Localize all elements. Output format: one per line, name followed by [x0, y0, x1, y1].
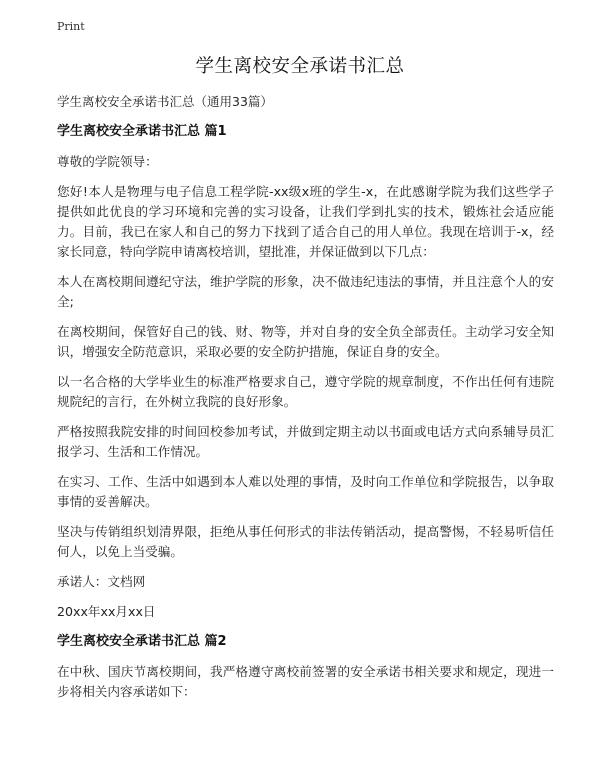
date-line: 20xx年xx月xx日	[57, 604, 156, 619]
paragraph: 严格按照我院安排的时间回校参加考试，并做到定期主动以书面或电话方式向系辅导员汇报学习、生活和工作情况。	[57, 424, 554, 459]
document-body	[57, 92, 554, 712]
paragraph: 在实习、工作、生活中如遇到本人难以处理的事情，及时向工作单位和学院报告，以争取事情的妥善解决。	[57, 474, 554, 509]
paragraph: 尊敬的学院领导：	[57, 154, 158, 169]
paragraph: 以一名合格的大学毕业生的标准严格要求自己，遵守学院的规章制度，不作出任何有违院规院纪的言行，在外树立我院的良好形象。	[57, 374, 554, 409]
paragraph: 本人在离校期间遵纪守法，维护学院的形象，决不做违纪违法的事情，并且注意个人的安全;	[57, 274, 554, 309]
signatory-line: 承诺人：文档网	[57, 574, 146, 589]
section-heading-1: 学生离校安全承诺书汇总 篇1	[57, 124, 227, 139]
paragraph: 坚决与传销组织划清界限，拒绝从事任何形式的非法传销活动，提高警惕，不轻易听信任何人，以免上当受骗。	[57, 524, 554, 559]
paragraph: 在离校期间，保管好自己的钱、财、物等，并对自身的安全负全部责任。主动学习安全知识，增强安全防范意识，采取必要的安全防护措施，保证自身的安全。	[57, 324, 554, 359]
section-heading-2: 学生离校安全承诺书汇总 篇2	[57, 634, 227, 649]
print-label[interactable]: Print	[57, 20, 85, 33]
document-subtitle: 学生离校安全承诺书汇总（通用33篇）	[57, 94, 273, 109]
page-title: 学生离校安全承诺书汇总	[195, 56, 405, 77]
paragraph: 您好!本人是物理与电子信息工程学院-xx级x班的学生-x，在此感谢学院为我们这些学子提供如此优良的学习环境和完善的实习设备，让我们学到扎实的技术，锻炼社会适应能力。目前，我已在家人和自己的努力下找到了适合自己的用人单位。我现在培训于-x，经家长同意，特向学院申请离校培训，望批准，并保证做到以下几点：	[57, 184, 554, 259]
paragraph: 在中秋、国庆节离校期间，我严格遵守离校前签署的安全承诺书相关要求和规定，现进一步将相关内容承诺如下：	[57, 664, 554, 699]
